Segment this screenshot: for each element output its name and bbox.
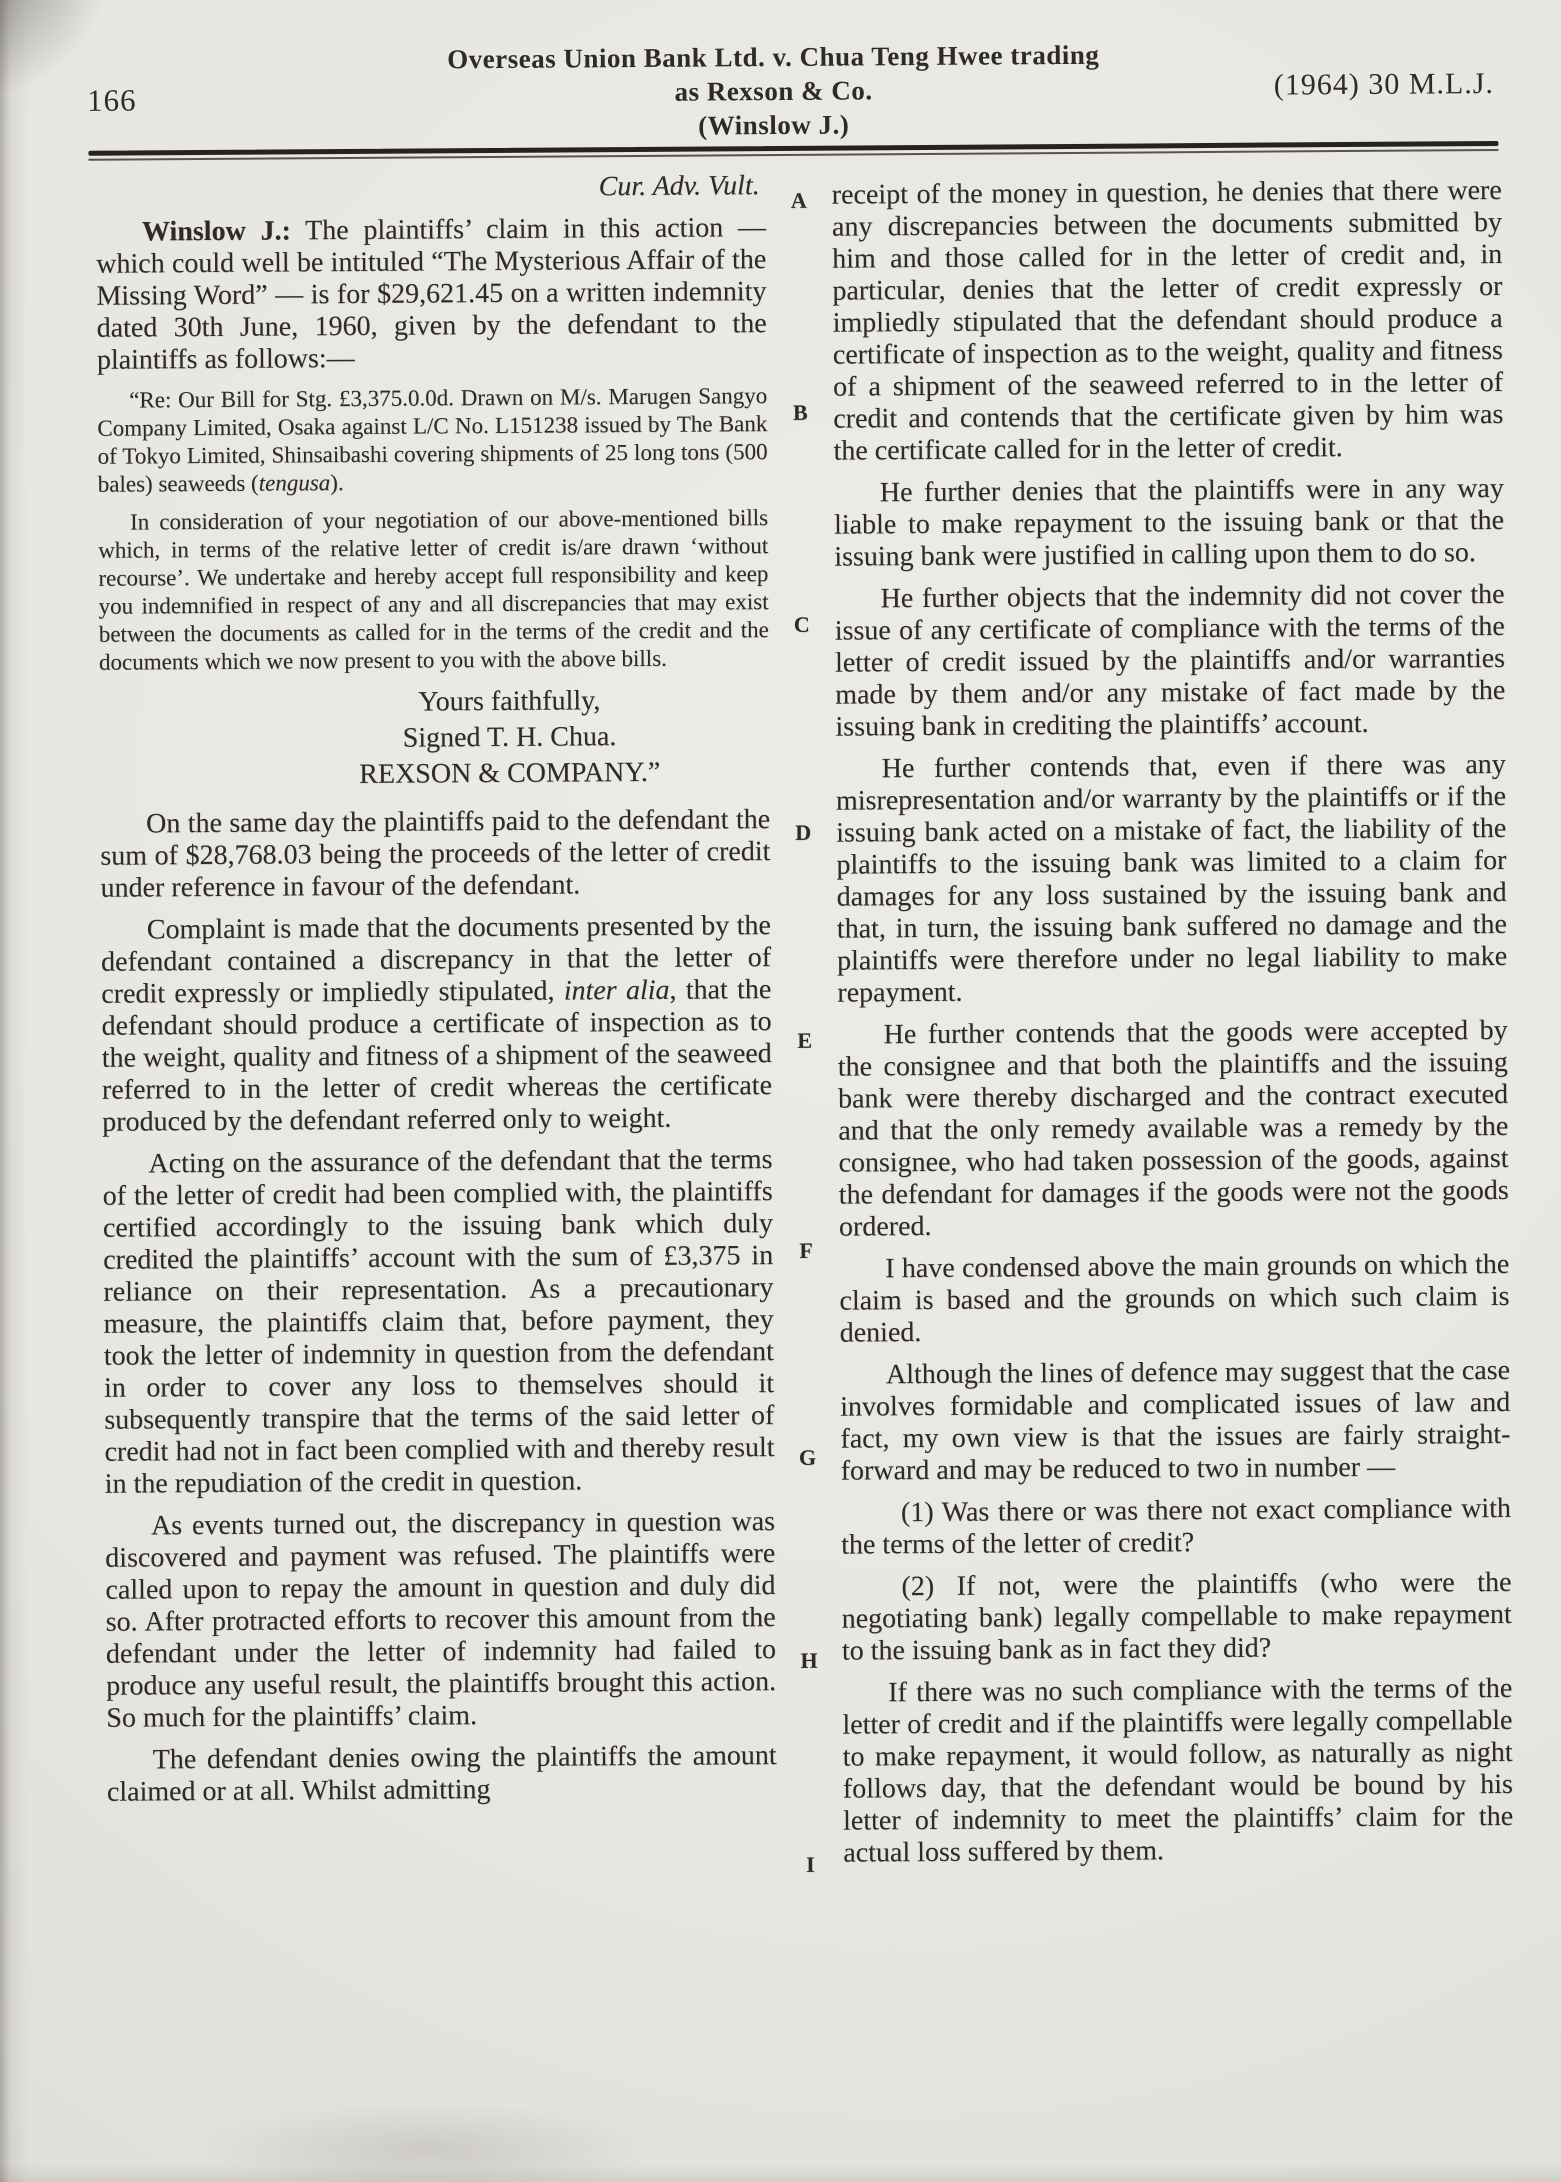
signature-line-2: Signed T. H. Chua.	[402, 721, 617, 754]
left-column	[96, 170, 777, 1819]
quote1-end: ).	[330, 470, 344, 496]
issue-2: (2) If not, were the plaintiffs (who were the negotiating bank) legally compellable to make repayment to the issuing bank as in fact they did?	[841, 1566, 1512, 1667]
inter-alia-italic: inter alia	[563, 974, 670, 1007]
judgment-opening-text: The plaintiffs’ claim in this action — which could well be intituled “The Mysterious Affair of the Missing Word” — is for $29,621.45 on a written indemnity dated 30th June, 1960, given by the defendant to the plaintiffs as follows:—	[96, 212, 767, 376]
margin-letter-c: C	[793, 611, 810, 637]
paragraph-further-objects: He further objects that the indemnity did not cover the issue of any certificate of compliance with the terms of the letter of credit issued by the plaintiffs and/or warranties made by them and/or any mistake of fact made by the issuing bank in crediting the plaintiffs’ account.	[834, 578, 1506, 743]
signature-block	[99, 682, 770, 795]
margin-letter-f: F	[799, 1237, 813, 1263]
paragraph-complaint	[101, 910, 773, 1139]
issue-1: (1) Was there or was there not exact compliance with the terms of the letter of credit?	[841, 1492, 1512, 1561]
tengusa-italic: tengusa	[258, 470, 331, 496]
paragraph-acting-on-assurance: Acting on the assurance of the defendant that the terms of the letter of credit had been complied with, the plaintiffs certified accordingly to the issuing bank which duly credited the plaintiffs’ account with the sum of £3,375 in reliance on their representation. As a precautionary measure, the plaintiffs claim that, before payment, they took the letter of indemnity in question from the defendant in order to cover any loss to themselves should it subsequently transpire that the terms of the said letter of credit had not in fact been complied with and thereby result in the repudiation of the credit in question.	[102, 1144, 775, 1500]
judge-name-line: (Winslow J.)	[698, 109, 850, 141]
paragraph-lines-of-defence: Although the lines of defence may suggest that the case involves formidable and complicated issues of law and fact, my own view is that the issues are fairly straight-forward and may be reduced to two in number —	[840, 1354, 1511, 1487]
volume-citation: (1964) 30 M.L.J.	[1273, 66, 1495, 102]
case-title-line2: as Rexson & Co.	[674, 75, 873, 107]
indemnity-quote-paragraph-1	[97, 382, 768, 499]
paragraph-night-follows-day: If there was no such compliance with the terms of the letter of credit and if the plaintiffs were legally compellable to make repayment, it would follow, as naturally as night follows day, that the defendant would be bound by his letter of indemnity to meet the plaintiffs’ claim for the actual loss suffered by them.	[842, 1672, 1514, 1869]
judgment-opening-paragraph	[96, 212, 767, 377]
margin-letter-d: D	[795, 819, 812, 845]
indemnity-quote-paragraph-2: In consideration of your negotiation of our above-mentioned bills which, in terms of the relative letter of credit is/are drawn ‘without recourse’. We undertake and hereby accept full responsibility and keep you indemnified in respect of any and all discrepancies that may exist between the documents as called for in the terms of the credit and the documents which we now present to you with the above bills.	[98, 505, 769, 675]
cur-adv-vult: Cur. Adv. Vult.	[598, 170, 760, 203]
margin-letter-a: A	[790, 187, 807, 213]
right-column	[832, 175, 1514, 1880]
paragraph-continuation-receipt: receipt of the money in question, he denies that there were any discrepancies between the documents submitted by him and those called for in the letter of credit and, in particular, denies that the letter of credit expressly or impliedly stipulated that the defendant should produce a certificate of inspection as to the weight, quality and fitness of a shipment of the seaweed referred to in the letter of credit and contends that the certificate given by him was the certificate called for in the letter of credit.	[831, 174, 1504, 467]
paragraph-further-contends-goods: He further contends that the goods were accepted by the consignee and that both the plaintiffs and the issuing bank were thereby discharged and the contract executed and that the only remedy available was a remedy by the consignee, who had taken possession of the goods, against the defendant for damages if the goods were not the goods ordered.	[837, 1014, 1509, 1243]
margin-letter-h: H	[800, 1647, 818, 1673]
case-title-line1: Overseas Union Bank Ltd. v. Chua Teng Hwee trading	[447, 39, 1100, 75]
margin-letter-i: I	[806, 1851, 815, 1877]
paragraph-defendant-denies: The defendant denies owing the plaintiffs the amount claimed or at all. Whilst admitting	[106, 1740, 777, 1808]
paragraph-as-events: As events turned out, the discrepancy in question was discovered and payment was refused. The plaintiffs were called upon to repay the amount in question and duly did so. After protracted efforts to recover this amount from the defendant under the letter of indemnity had failed to produce any useful result, the plaintiffs brought this action. So much for the plaintiffs’ claim.	[105, 1506, 777, 1734]
signature-line-3: REXSON & COMPANY.”	[359, 756, 661, 790]
margin-letter-e: E	[797, 1027, 813, 1053]
complaint-text-end: , that the defendant should produce a certificate of inspection as to the weight, quality and fitness of a shipment of the seaweed referred to in the letter of credit whereas the certificate produced by the defendant referred only to weight.	[101, 974, 773, 1138]
complaint-text: Complaint is made that the documents presented by the defendant contained a discrepancy in that the letter of credit expressly or impliedly stipulated,	[100, 910, 772, 1010]
margin-letter-g: G	[798, 1444, 817, 1470]
paragraph-further-denies-liability: He further denies that the plaintiffs were in any way liable to make repayment to the issuing bank or that the issuing bank were justified in calling upon them to do so.	[833, 472, 1505, 573]
paragraph-payment: On the same day the plaintiffs paid to the defendant the sum of $28,768.03 being the proceeds of the letter of credit under reference in favour of the defendant.	[100, 804, 771, 904]
page-number: 166	[86, 82, 137, 118]
signature-line-1: Yours faithfully,	[418, 685, 601, 718]
judge-attribution: Winslow J.:	[141, 215, 291, 248]
paragraph-condensed-grounds: I have condensed above the main grounds on which the claim is based and the grounds on which such claim is denied.	[839, 1248, 1510, 1349]
quote1-text: “Re: Our Bill for Stg. £3,375.0.0d. Drawn on M/s. Marugen Sangyo Company Limited, Osaka against L/C No. L151238 issued by The Bank of Tokyo Limited, Shinsaibashi covering shipments of 25 long tons (500 bales) seaweeds (	[97, 383, 768, 497]
margin-letter-b: B	[792, 399, 808, 425]
paragraph-further-contends-misrepresentation: He further contends that, even if there was any misrepresentation and/or warranty by the plaintiffs or if the issuing bank acted on a mistake of fact, the liability of the plaintiffs to the issuing bank was limited to a claim for damages for any loss sustained by the issuing bank and that, in turn, the issuing bank suffered no damage and the plaintiffs were therefore under no legal liability to make repayment.	[835, 748, 1508, 1009]
